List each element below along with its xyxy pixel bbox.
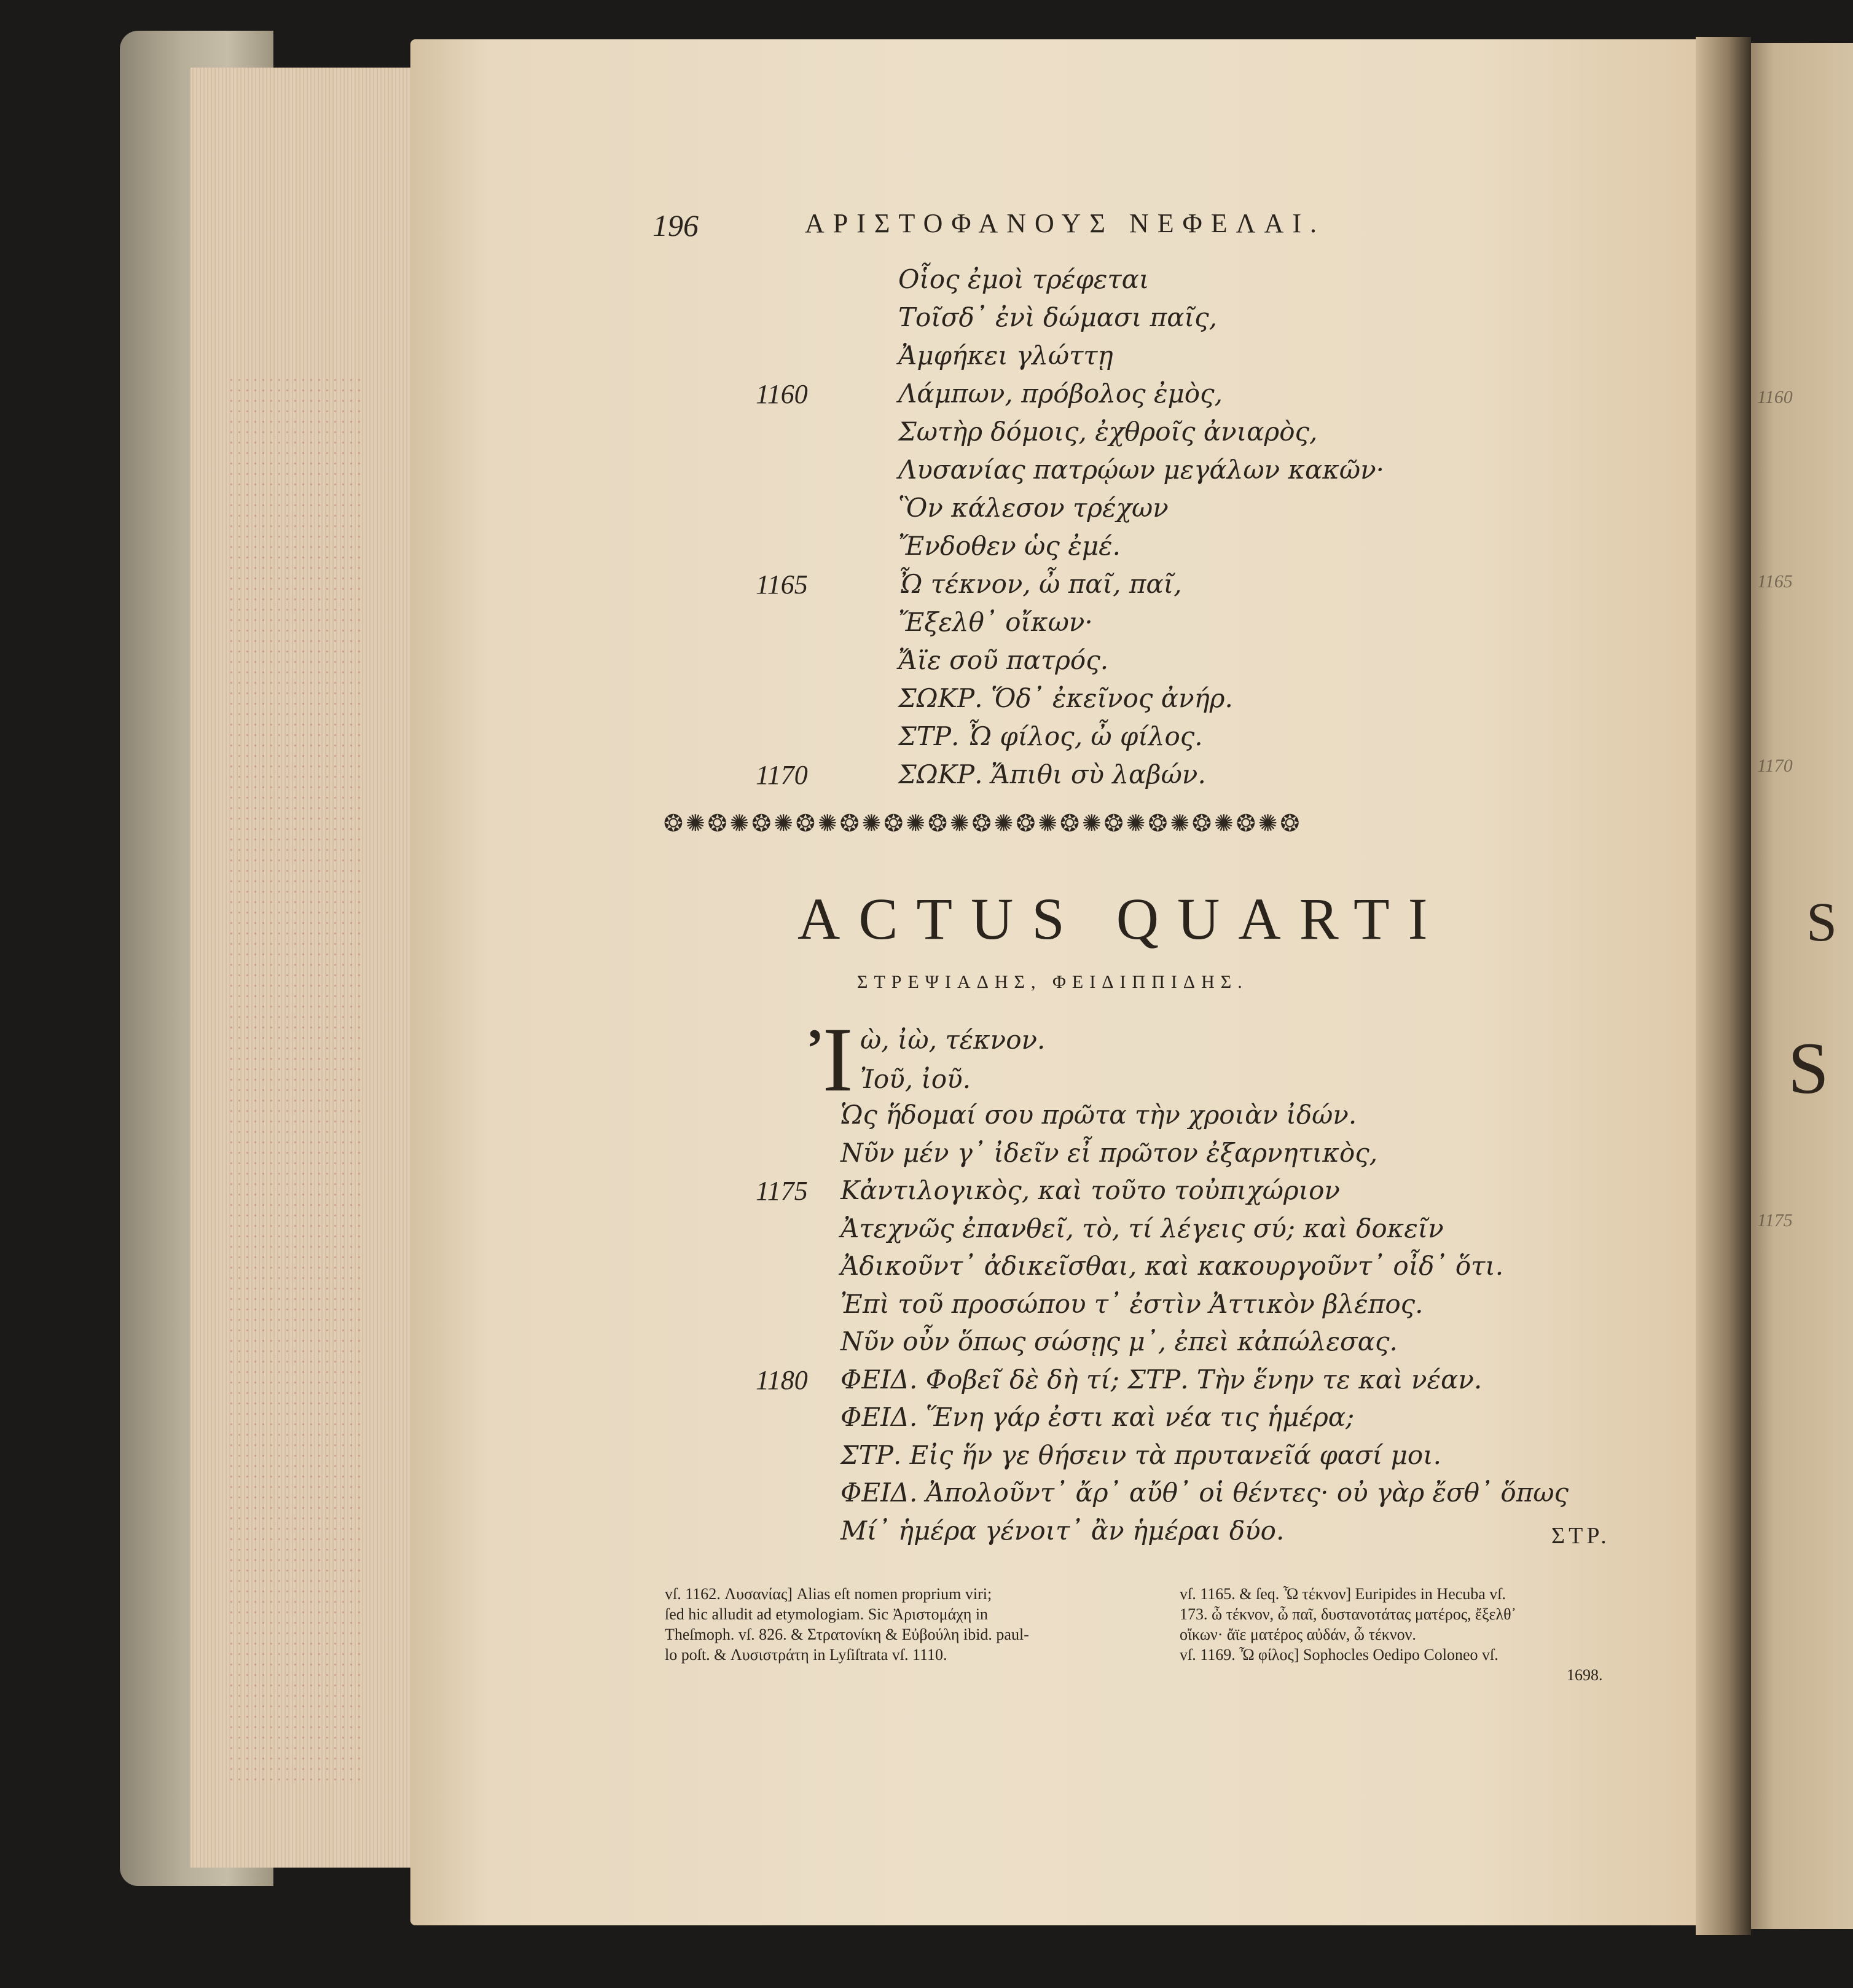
footnote-line: lo poſt. & Λυσιστράτη in Lyſiſtrata vſ. 1110. (665, 1646, 947, 1664)
facing-margin-number: 1170 (1757, 756, 1793, 776)
verse-line: Ἔνδοθεν ὡς ἐμέ. (898, 531, 1121, 561)
facing-big-letter: S (1806, 892, 1838, 953)
verse-line: ΦΕΙΔ. Φοβεῖ δὲ δὴ τί; ΣΤΡ. Τὴν ἕνην τε καὶ νέαν. (840, 1364, 1483, 1395)
verse-line: Ὦ τέκνον, ὦ παῖ, παῖ, (898, 569, 1182, 599)
verse-line: Νῦν μέν γ᾽ ἰδεῖν εἶ πρῶτον ἐξαρνητικὸς, (840, 1137, 1378, 1168)
verse-line: Ὃν κάλεσον τρέχων (898, 493, 1169, 523)
running-title: ΑΡΙΣΤΟΦΑΝΟΥΣ ΝΕΦΕΛΑΙ. (805, 208, 1325, 238)
line-number: 1160 (756, 379, 808, 409)
page-number: 196 (652, 208, 699, 243)
footnote-line: Theſmoph. vſ. 826. & Στρατονίκη & Εὐβούλη ibid. paul- (665, 1626, 1029, 1643)
page-edges (190, 68, 418, 1868)
verse-line: Ὡς ἥδομαί σου πρῶτα τὴν χροιὰν ἰδών. (840, 1100, 1357, 1130)
footnote-line: vſ. 1169. Ὦ φίλος] Sophocles Oedipo Coloneo vſ. (1180, 1646, 1498, 1664)
footnote-line: 1698. (1567, 1666, 1603, 1684)
facing-page (1739, 43, 1853, 1929)
verse-line: Ἀδικοῦντ᾽ ἀδικεῖσθαι, καὶ κακουργοῦντ᾽ οἶδ᾽ ὅτι. (840, 1251, 1504, 1281)
verse-line: Τοῖσδ᾽ ἐνὶ δώμασι παῖς, (898, 302, 1217, 332)
verse-line: ΦΕΙΔ. Ἕνη γάρ ἐστι καὶ νέα τις ἡμέρα; (840, 1402, 1355, 1432)
red-speckle (227, 375, 362, 1788)
verse-line: Ἔξελθ᾽ οἴκων· (898, 607, 1093, 637)
verse-line: Μί᾽ ἡμέρα γένοιτ᾽ ἂν ἡμέραι δύο. (840, 1515, 1285, 1546)
footnote-line: vſ. 1162. Λυσανίας] Alias eſt nomen proprium viri; (665, 1585, 992, 1603)
verse-line: Νῦν οὖν ὅπως σώσῃς μ᾽, ἐπεὶ κἀπώλεσας. (840, 1326, 1398, 1356)
facing-margin-number: 1160 (1757, 387, 1793, 407)
line-number: 1180 (756, 1364, 808, 1395)
line-number: 1165 (756, 569, 808, 600)
drop-cap: Ἰ (810, 1009, 853, 1111)
speakers-line: ΣΤΡΕΨΙΑΔΗΣ, ΦΕΙΔΙΠΠΙΔΗΣ. (857, 972, 1248, 992)
verse-line: Ἀτεχνῶς ἐπανθεῖ, τὸ, τί λέγεις σύ; καὶ δοκεῖν (840, 1213, 1444, 1243)
verse-line: Σωτὴρ δόμοις, ἐχθροῖς ἀνιαρὸς, (898, 417, 1318, 447)
page-gutter (1696, 37, 1751, 1935)
line-number: 1175 (756, 1176, 808, 1206)
verse-line: Λάμπων, πρόβολος ἐμὸς, (898, 378, 1223, 409)
footnote-line: οἴκων· ἄϊε ματέρος αὐδάν, ὦ τέκνον. (1180, 1626, 1416, 1643)
footnote-line: ſed hic alludit ad etymologiam. Sic Ἀριστομάχη in (665, 1605, 989, 1623)
verse-line: ὼ, ἰὼ, τέκνον. (860, 1025, 1046, 1055)
verse-line: ΣΩΚΡ. Ἄπιθι σὺ λαβών. (898, 759, 1206, 789)
footnote-line: 173. ὦ τέκνον, ὦ παῖ, δυστανοτάτας ματέρος, ἔξελθ᾽ (1180, 1605, 1517, 1623)
verse-line: Ἐπὶ τοῦ προσώπου τ᾽ ἐστὶν Ἀττικὸν βλέπος. (840, 1288, 1424, 1319)
verse-line: ΣΤΡ. Ὦ φίλος, ὦ φίλος. (898, 721, 1203, 751)
facing-dropcap: S (1788, 1027, 1829, 1109)
verse-line: Ἰοῦ, ἰοῦ. (860, 1064, 971, 1094)
catchword: ΣΤΡ. (1551, 1523, 1610, 1549)
footnote-line: vſ. 1165. & ſeq. Ὦ τέκνον] Euripides in Hecuba vſ. (1180, 1585, 1506, 1603)
verse-line: Κἀντιλογικὸς, καὶ τοῦτο τοὐπιχώριον (840, 1175, 1340, 1205)
verse-line: Λυσανίας πατρῴων μεγάλων κακῶν· (898, 455, 1385, 485)
line-number: 1170 (756, 760, 808, 790)
verse-line: Ἄϊε σοῦ πατρός. (898, 645, 1109, 675)
facing-margin-number: 1175 (1757, 1210, 1793, 1231)
facing-margin-number: 1165 (1757, 571, 1793, 592)
act-title: ACTUS QUARTI (797, 886, 1446, 952)
verse-line: Οἷος ἐμοὶ τρέφεται (898, 264, 1150, 294)
verse-line: ΣΤΡ. Εἰς ἥν γε θήσειν τὰ πρυτανεῖά φασί μοι. (840, 1439, 1441, 1470)
verse-line: ΣΩΚΡ. Ὅδ᾽ ἐκεῖνος ἀνήρ. (898, 683, 1233, 713)
verse-line: ΦΕΙΔ. Ἀπολοῦντ᾽ ἄρ᾽ αὔθ᾽ οἱ θέντες· οὐ γὰρ ἔσθ᾽ ὅπως (840, 1477, 1569, 1508)
ornament-band: ❂✺❂✺❂✺❂✺❂✺❂✺❂✺❂✺❂✺❂✺❂✺❂✺❂✺❂✺❂ (664, 810, 1303, 837)
verse-line: Ἀμφήκει γλώττῃ (898, 340, 1113, 370)
